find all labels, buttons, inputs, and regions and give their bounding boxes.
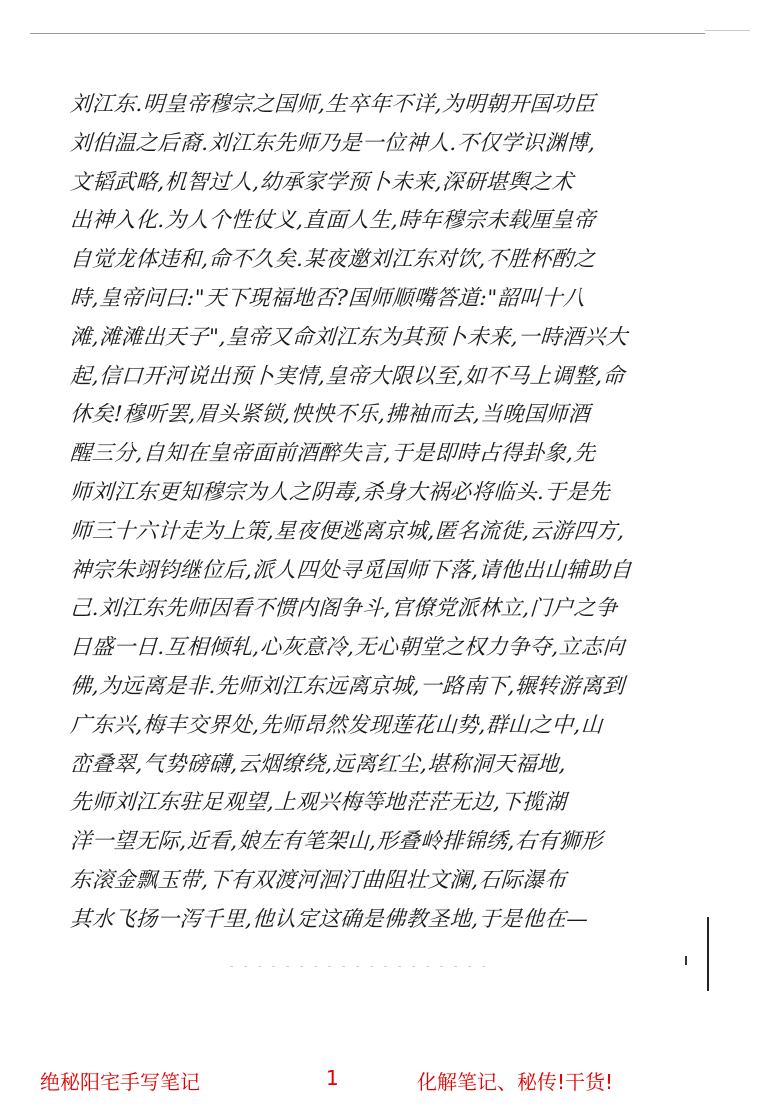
manuscript-line: 起,信口开河说出预卜実情,皇帝大限以至,如不马上调整,命 xyxy=(69,363,626,389)
footer-title-right: 化解笔记、秘传!干货! xyxy=(417,1070,614,1094)
manuscript-line: 自觉龙体违和,命不久矣.某夜邀刘江东对饮,不胜杯酌之 xyxy=(69,247,597,273)
manuscript-line: 洋一望无际,近看,娘左有笔架山,形叠岭排锦绣,右有狮形 xyxy=(69,829,604,855)
manuscript-line: 休矣!穆听罢,眉头紧锁,怏怏不乐,拂袖而去,当晚国师酒 xyxy=(69,402,591,428)
manuscript-line: 广东兴,梅丰交界处,先师昂然发现莲花山势,群山之中,山 xyxy=(69,712,604,738)
manuscript-line: 醒三分,自知在皇帝面前酒醉失言,于是即時占得卦象,先 xyxy=(69,441,597,467)
scan-speckle xyxy=(230,966,490,967)
manuscript-line: 刘江东.明皇帝穆宗之国师,生卒年不详,为明朝开国功臣 xyxy=(69,92,597,117)
manuscript-line: 文韬武略,机智过人,幼承家学预卜未来,深研堪舆之术 xyxy=(69,169,575,195)
page-footer xyxy=(0,1062,760,1096)
manuscript-line: 佛,为远离是非.先师刘江东远离京城,一路南下,辗转游离到 xyxy=(69,673,626,699)
manuscript-line: 师三十六计走为上策,星夜便逃离京城,匿名流徙,云游四方, xyxy=(69,518,626,544)
manuscript-line: 滩,滩滩出天子",皇帝又命刘江东为其预卜未来,一時酒兴大 xyxy=(69,324,629,350)
top-rule-faint xyxy=(705,30,750,31)
margin-mark xyxy=(685,956,687,965)
manuscript-line: 峦叠翠,气势磅礴,云烟缭绕,远离红尘,堪称洞天福地, xyxy=(69,751,567,777)
manuscript-line: 先师刘江东驻足观望,上观兴梅等地茫茫无边,下揽湖 xyxy=(69,790,567,816)
manuscript-line: 东滚金飘玉带,下有双渡河洄汀曲阻壮文澜,石际瀑布 xyxy=(69,867,567,893)
footer-page-number: 1 xyxy=(326,1066,339,1090)
manuscript-line: 己.刘江东先师因看不惯内阁争斗,官僚党派林立,门户之争 xyxy=(69,596,619,622)
footer-title-left: 绝秘阳宅手写笔记 xyxy=(40,1070,200,1094)
manuscript-line: 其水飞扬一泻千里,他认定这确是佛教圣地,于是他在— xyxy=(69,906,589,932)
manuscript-line: 時,皇帝问曰:"天下現福地否?国师顺嘴答道:"韶叫十八 xyxy=(69,285,586,311)
manuscript-line: 师刘江东更知穆宗为人之阴毒,杀身大祸必将临头.于是先 xyxy=(69,479,611,505)
handwritten-manuscript xyxy=(70,86,700,940)
manuscript-line: 日盛一日.互相倾轧,心灰意冷,无心朝堂之权力争夺,立志向 xyxy=(69,635,626,661)
manuscript-line: 出神入化.为人个性仗义,直面人生,時年穆宗未载厘皇帝 xyxy=(69,208,597,234)
manuscript-line: 刘伯温之后裔.刘江东先师乃是一位神人.不仅学识渊博, xyxy=(69,130,597,156)
margin-mark xyxy=(707,917,709,991)
manuscript-line: 神宗朱翊钧继位后,派人四处寻觅国师下落,请他出山辅助自 xyxy=(69,557,633,583)
top-rule xyxy=(30,33,705,34)
